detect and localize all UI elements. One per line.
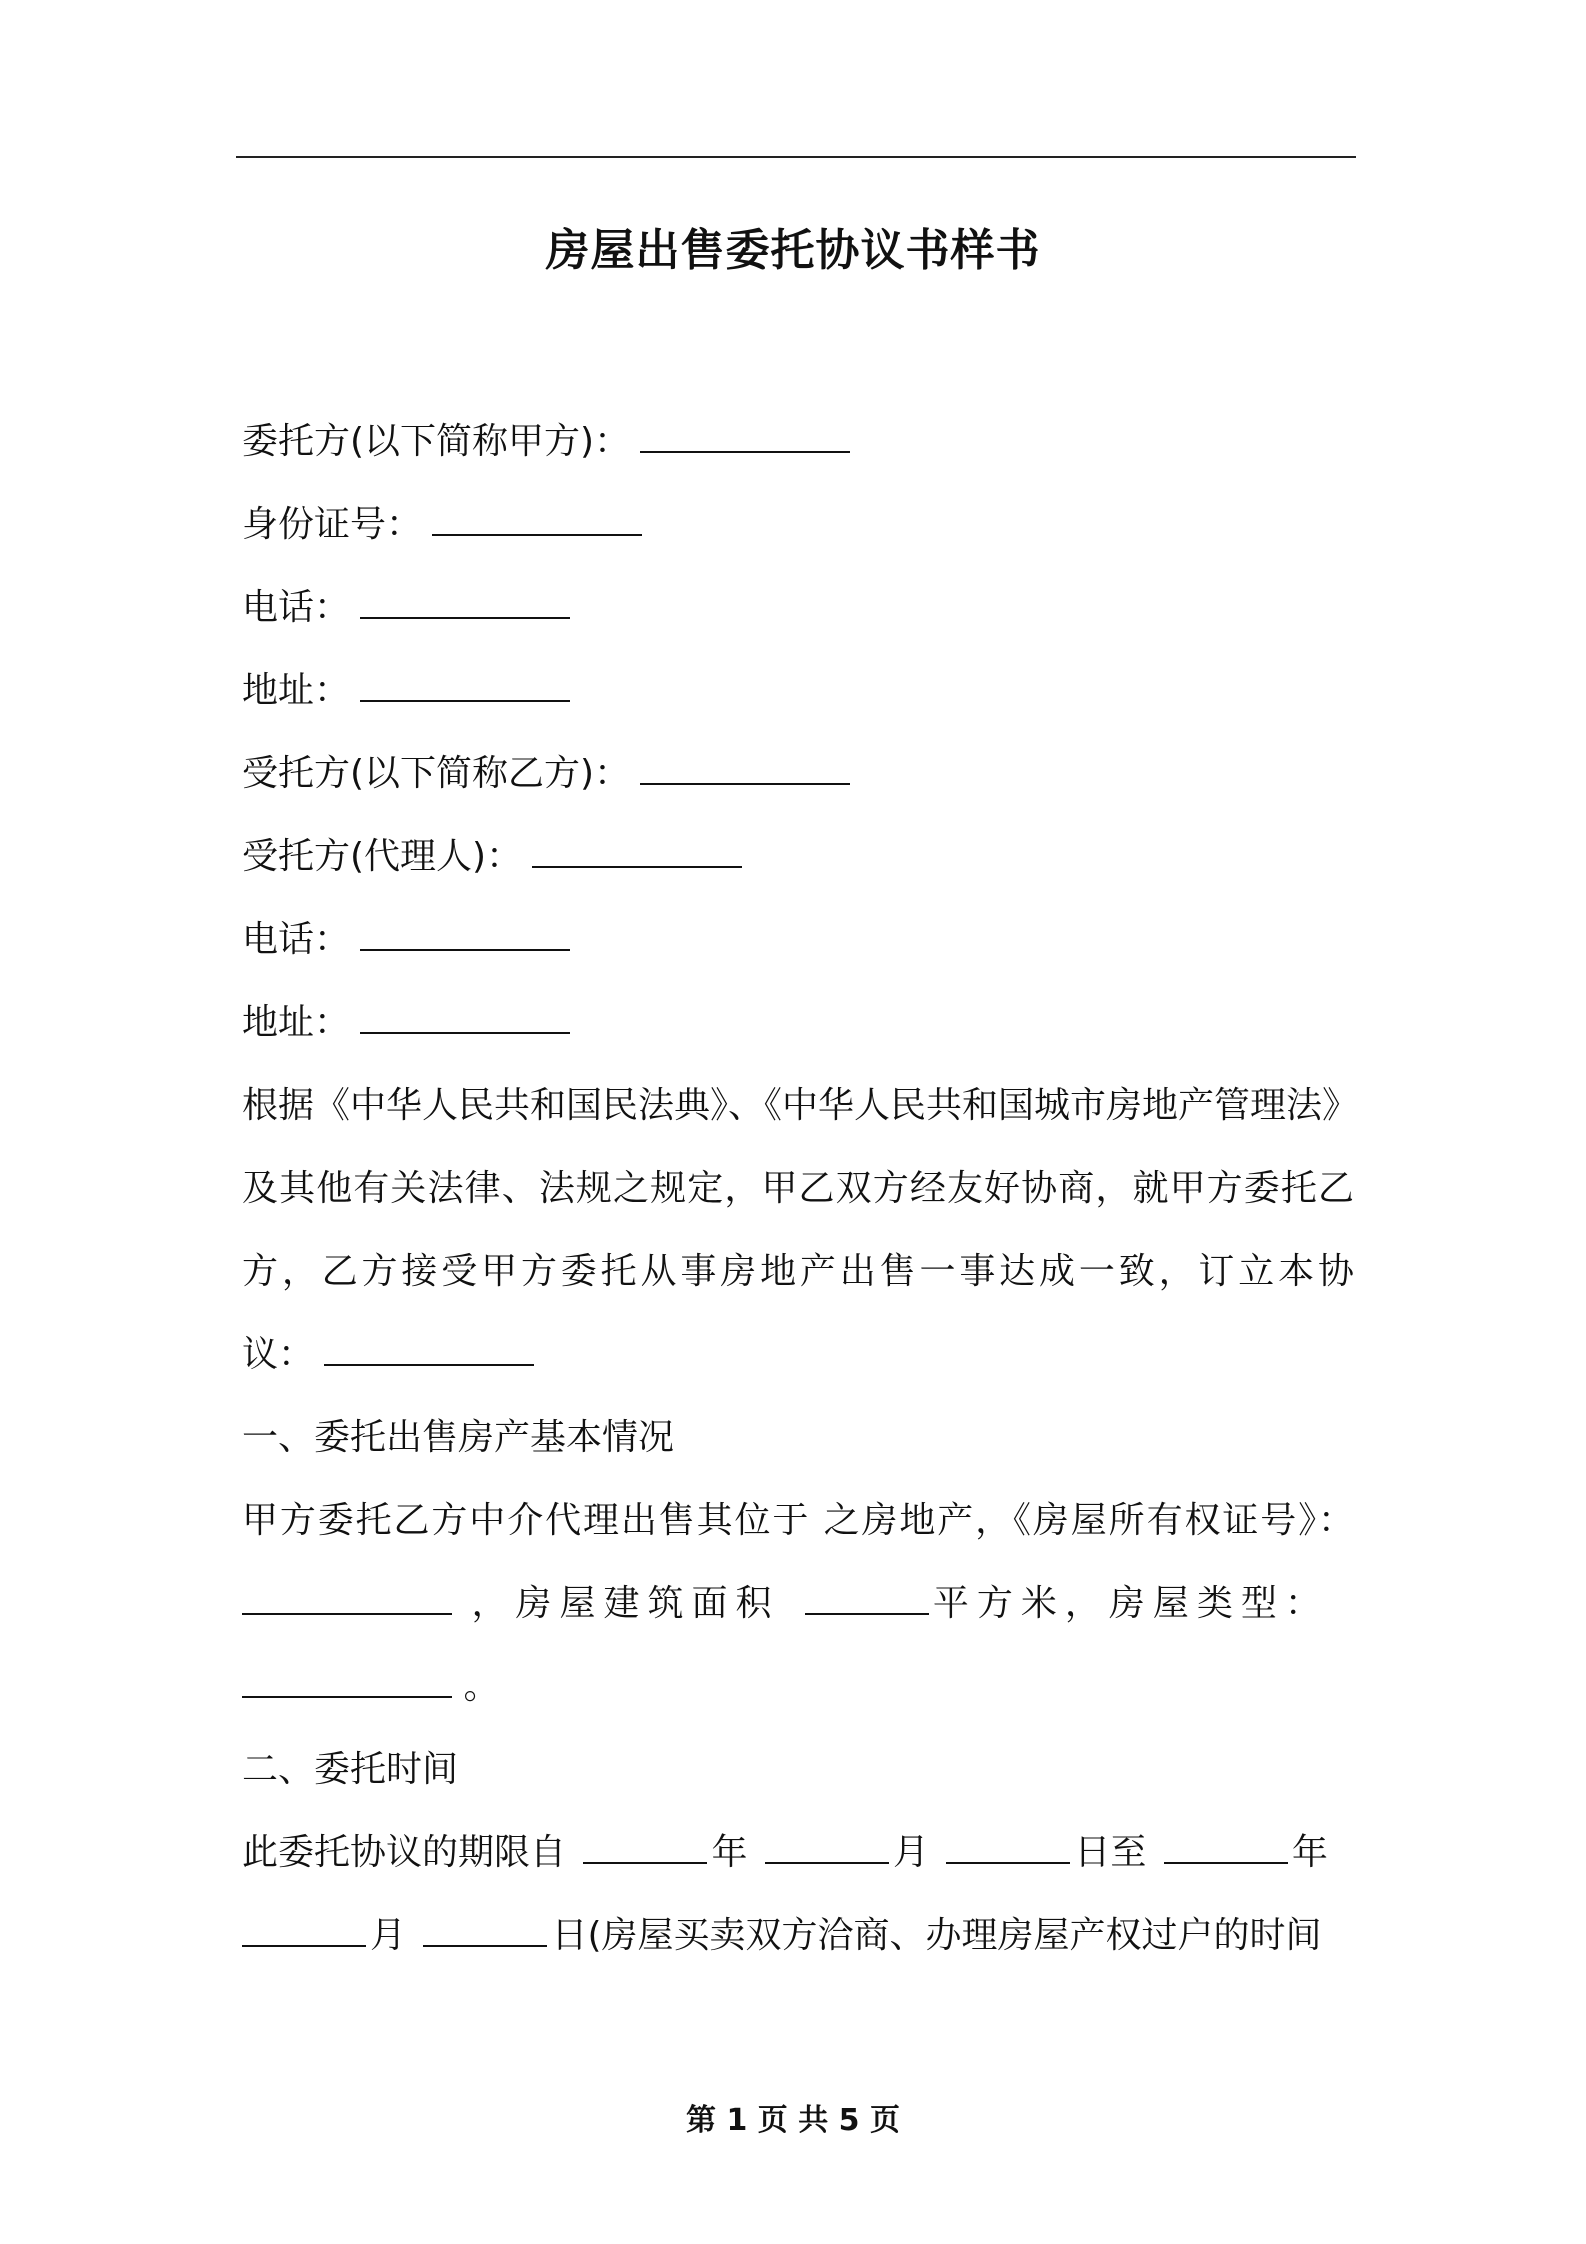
section1-line-1: 甲方委托乙方中介代理出售其位于 之房地产，《房屋所有权证号》： (242, 1500, 1354, 1541)
address-line-2 (242, 981, 1354, 1064)
section1-line-3-end: 。 (463, 1666, 500, 1707)
agent-party-blank (640, 757, 850, 785)
preamble-line-3: 方，乙方接受甲方委托从事房地产出售一事达成一致，订立本协 (242, 1251, 1354, 1292)
preamble-line-2: 及其他有关法律、法规之规定，甲乙双方经友好协商，就甲方委托乙 (242, 1168, 1354, 1209)
header-rule (236, 156, 1356, 158)
principal-line (242, 400, 1354, 483)
start-year-blank (583, 1836, 707, 1864)
id-number-label: 身份证号： (242, 504, 423, 545)
section2-heading: 二、委托时间 (242, 1749, 459, 1790)
preamble-blank (324, 1338, 534, 1366)
area-blank (805, 1587, 929, 1615)
document-title: 房屋出售委托协议书样书 (545, 225, 1041, 276)
start-month-label: 月 (892, 1832, 929, 1873)
section1-heading: 一、委托出售房产基本情况 (242, 1417, 675, 1458)
phone-line-2 (242, 898, 1354, 981)
end-year-blank (1164, 1836, 1288, 1864)
id-number-line (242, 483, 1354, 566)
principal-label: 委托方(以下简称甲方)： (242, 421, 631, 462)
end-day-blank (423, 1919, 547, 1947)
agent-rep-line (242, 815, 1354, 898)
agent-rep-blank (532, 840, 742, 868)
address-blank-1 (360, 674, 570, 702)
section1-line-3 (242, 1645, 1354, 1728)
address-label-2: 地址： (242, 1002, 351, 1043)
house-type-blank (242, 1670, 452, 1698)
phone-label-1: 电话： (242, 587, 351, 628)
preamble-line-1: 根据《中华人民共和国民法典》、《中华人民共和国城市房地产管理法》 (242, 1085, 1359, 1126)
section2-line-2 (242, 1894, 1354, 1977)
phone-line-1 (242, 566, 1354, 649)
page-number: 第 1 页 共 5 页 (686, 2103, 900, 2138)
end-month-label: 月 (370, 1915, 407, 1956)
start-year-label: 年 (711, 1832, 748, 1873)
agent-rep-label: 受托方(代理人)： (242, 836, 523, 877)
preamble-line-4 (242, 1313, 1354, 1396)
term-from-label: 此委托协议的期限自 (242, 1832, 567, 1873)
certificate-number-blank (242, 1587, 452, 1615)
section1-line-2 (242, 1562, 1354, 1645)
phone-blank-1 (360, 591, 570, 619)
id-number-blank (432, 508, 642, 536)
document-body (242, 400, 1359, 1977)
day-note-label: 日(房屋买卖双方洽商、办理房屋产权过户的时间 (551, 1915, 1322, 1956)
address-label-1: 地址： (242, 670, 351, 711)
end-year-label: 年 (1291, 1832, 1328, 1873)
agent-party-line (242, 732, 1354, 815)
address-blank-2 (360, 1006, 570, 1034)
day-to-label: 日至 (1074, 1832, 1147, 1873)
phone-label-2: 电话： (242, 919, 351, 960)
phone-blank-2 (360, 923, 570, 951)
start-month-blank (765, 1836, 889, 1864)
preamble-line-4-text: 议： (242, 1334, 315, 1375)
section2-line-1 (242, 1811, 1354, 1894)
start-day-blank (946, 1836, 1070, 1864)
address-line-1 (242, 649, 1354, 732)
principal-blank (640, 425, 850, 453)
end-month-blank (242, 1919, 366, 1947)
agent-party-label: 受托方(以下简称乙方)： (242, 753, 631, 794)
area-label: ，房屋建筑面积 (471, 1583, 780, 1624)
house-type-label: 平方米，房屋类型： (932, 1583, 1329, 1624)
